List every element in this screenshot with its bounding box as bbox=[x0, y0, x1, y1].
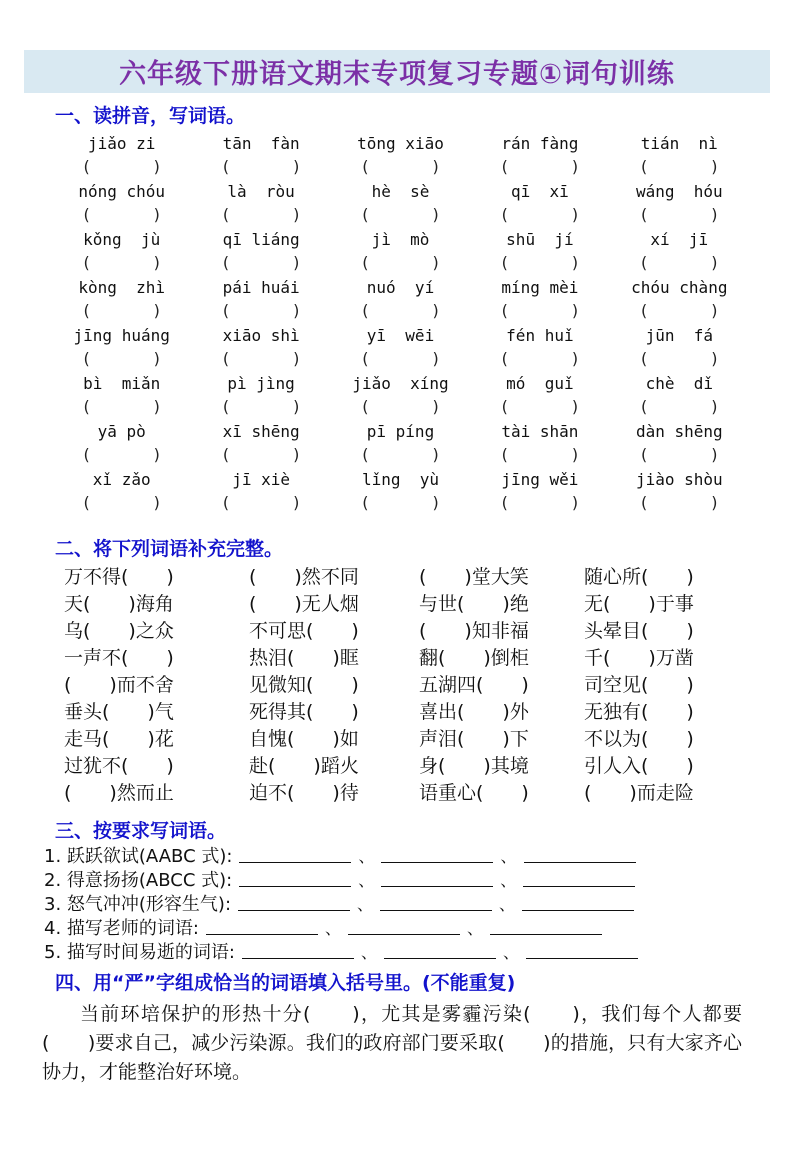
answer-underline bbox=[380, 895, 492, 911]
answer-blank: ( ) bbox=[222, 493, 300, 512]
pinyin-item bbox=[52, 229, 191, 277]
pinyin-text: hè sè bbox=[371, 182, 430, 201]
pinyin-text: chóu chàng bbox=[631, 278, 728, 297]
pinyin-item bbox=[52, 373, 191, 421]
answer-underline bbox=[522, 895, 634, 911]
idiom-item: 身( )其境 bbox=[419, 755, 529, 777]
answer-blank: ( ) bbox=[83, 493, 160, 512]
pinyin-item bbox=[470, 325, 609, 373]
pinyin-text: tài shān bbox=[501, 422, 579, 441]
idiom-item: ( )无人烟 bbox=[249, 593, 359, 615]
section-2-header: 二、将下列词语补充完整。 bbox=[55, 538, 284, 560]
pinyin-text: xǐ zǎo bbox=[92, 470, 151, 489]
section-4 bbox=[0, 971, 794, 1087]
pinyin-text: wáng hóu bbox=[635, 182, 723, 201]
answer-blank: ( ) bbox=[362, 445, 439, 464]
answer-blank: ( ) bbox=[362, 397, 439, 416]
pinyin-item bbox=[610, 373, 749, 421]
pinyin-text: yī wēi bbox=[366, 326, 435, 345]
pinyin-text: nóng chóu bbox=[78, 182, 166, 201]
pinyin-text: jiào shòu bbox=[635, 470, 723, 489]
pinyin-item bbox=[470, 133, 609, 181]
pinyin-item bbox=[331, 325, 470, 373]
pinyin-item bbox=[331, 229, 470, 277]
answer-underline bbox=[239, 871, 351, 887]
pinyin-item bbox=[191, 181, 330, 229]
pinyin-item bbox=[52, 133, 191, 181]
answer-blank: ( ) bbox=[641, 349, 718, 368]
pinyin-item bbox=[52, 181, 191, 229]
answer-underline bbox=[384, 943, 496, 959]
blank-separator: 、 bbox=[502, 943, 519, 962]
pinyin-item bbox=[331, 373, 470, 421]
idiom-item: 千( )万凿 bbox=[584, 647, 694, 669]
task-label: 5. 描写时间易逝的词语: bbox=[44, 942, 235, 963]
answer-blank: ( ) bbox=[222, 205, 300, 224]
pinyin-text: jī xiè bbox=[232, 470, 290, 489]
answer-blank: ( ) bbox=[222, 253, 300, 272]
pinyin-text: xiāo shì bbox=[222, 326, 300, 345]
pinyin-text: kòng zhì bbox=[78, 278, 166, 297]
answer-blank: ( ) bbox=[362, 157, 439, 176]
idiom-item: 无( )于事 bbox=[584, 593, 694, 615]
title-banner bbox=[24, 50, 770, 93]
idiom-item: 自愧( )如 bbox=[249, 728, 359, 750]
idiom-item: 喜出( )外 bbox=[419, 701, 529, 723]
pinyin-item bbox=[191, 373, 330, 421]
pinyin-text: dàn shēng bbox=[635, 422, 723, 441]
answer-blank: ( ) bbox=[362, 301, 439, 320]
answer-blank: ( ) bbox=[501, 301, 579, 320]
writing-tasks bbox=[44, 845, 754, 965]
writing-task-line bbox=[44, 869, 754, 893]
answer-blank: ( ) bbox=[83, 253, 160, 272]
pinyin-item bbox=[470, 421, 609, 469]
idiom-item: 赴( )蹈火 bbox=[249, 755, 359, 777]
pinyin-item bbox=[191, 229, 330, 277]
pinyin-item bbox=[191, 325, 330, 373]
pinyin-item bbox=[191, 133, 330, 181]
answer-blank: ( ) bbox=[83, 445, 160, 464]
pinyin-text: shū jí bbox=[506, 230, 574, 249]
answer-blank: ( ) bbox=[501, 349, 579, 368]
answer-blank: ( ) bbox=[83, 205, 160, 224]
idiom-item: ( )堂大笑 bbox=[419, 566, 529, 588]
idiom-item: 语重心( ) bbox=[419, 782, 529, 804]
pinyin-item bbox=[191, 277, 330, 325]
pinyin-item bbox=[470, 181, 609, 229]
blank-separator: 、 bbox=[500, 871, 517, 890]
pinyin-item bbox=[610, 229, 749, 277]
pinyin-item bbox=[331, 421, 470, 469]
answer-blank: ( ) bbox=[501, 397, 579, 416]
pinyin-item bbox=[52, 469, 191, 517]
blank-separator: 、 bbox=[466, 919, 483, 938]
blank-separator: 、 bbox=[500, 847, 517, 866]
answer-underline bbox=[381, 871, 493, 887]
answer-underline bbox=[348, 919, 460, 935]
answer-underline bbox=[206, 919, 318, 935]
answer-underline bbox=[239, 847, 351, 863]
answer-blank: ( ) bbox=[641, 445, 718, 464]
idiom-item: 不可思( ) bbox=[249, 620, 359, 642]
pinyin-text: jīng huáng bbox=[73, 326, 170, 345]
pinyin-text: tān fàn bbox=[222, 134, 300, 153]
pinyin-text: jiǎo xíng bbox=[352, 374, 449, 393]
idiom-item: 引人入( ) bbox=[584, 755, 694, 777]
pinyin-text: qī liáng bbox=[222, 230, 300, 249]
pinyin-text: nuó yí bbox=[366, 278, 435, 297]
pinyin-item bbox=[470, 373, 609, 421]
answer-blank: ( ) bbox=[501, 493, 579, 512]
section-4-header: 四、用“严”字组成恰当的词语填入括号里。(不能重复) bbox=[55, 972, 516, 994]
answer-blank: ( ) bbox=[83, 397, 160, 416]
answer-underline bbox=[490, 919, 602, 935]
writing-task-line bbox=[44, 845, 754, 869]
idiom-item: 随心所( ) bbox=[584, 566, 694, 588]
pinyin-text: qī xī bbox=[510, 182, 569, 201]
pinyin-text: jūn fá bbox=[645, 326, 713, 345]
answer-blank: ( ) bbox=[222, 445, 300, 464]
blank-separator: 、 bbox=[357, 895, 374, 914]
answer-blank: ( ) bbox=[83, 349, 160, 368]
answer-underline bbox=[381, 847, 493, 863]
idiom-item: 死得其( ) bbox=[249, 701, 359, 723]
answer-blank: ( ) bbox=[83, 157, 160, 176]
section-3 bbox=[0, 819, 794, 965]
answer-underline bbox=[523, 871, 635, 887]
pinyin-item bbox=[52, 277, 191, 325]
idiom-item: ( )然而止 bbox=[64, 782, 174, 804]
worksheet-page bbox=[0, 50, 794, 1172]
pinyin-item bbox=[610, 133, 749, 181]
idiom-item: 见微知( ) bbox=[249, 674, 359, 696]
pinyin-text: xī shēng bbox=[222, 422, 300, 441]
pinyin-text: tōng xiāo bbox=[357, 134, 444, 153]
pinyin-text: jiǎo zi bbox=[87, 134, 156, 153]
idiom-item: 垂头( )气 bbox=[64, 701, 174, 723]
pinyin-item bbox=[610, 181, 749, 229]
answer-blank: ( ) bbox=[641, 301, 718, 320]
idiom-item: 走马( )花 bbox=[64, 728, 174, 750]
idiom-item: 头晕目( ) bbox=[584, 620, 694, 642]
pinyin-item bbox=[331, 469, 470, 517]
pinyin-item bbox=[331, 277, 470, 325]
pinyin-text: rán fàng bbox=[501, 134, 579, 153]
answer-blank: ( ) bbox=[222, 157, 300, 176]
pinyin-text: kǒng jù bbox=[83, 230, 161, 249]
pinyin-item bbox=[331, 133, 470, 181]
pinyin-text: xí jī bbox=[650, 230, 709, 249]
pinyin-item bbox=[52, 325, 191, 373]
pinyin-text: míng mèi bbox=[501, 278, 579, 297]
pinyin-text: bì miǎn bbox=[83, 374, 161, 393]
answer-blank: ( ) bbox=[362, 253, 439, 272]
answer-blank: ( ) bbox=[362, 205, 439, 224]
answer-underline bbox=[238, 895, 350, 911]
pinyin-text: pī píng bbox=[366, 422, 435, 441]
task-label: 2. 得意扬扬(ABCC 式): bbox=[44, 870, 233, 891]
answer-blank: ( ) bbox=[641, 157, 718, 176]
pinyin-item bbox=[191, 469, 330, 517]
section-3-header: 三、按要求写词语。 bbox=[55, 820, 227, 842]
section-1 bbox=[0, 104, 794, 517]
answer-blank: ( ) bbox=[641, 493, 718, 512]
answer-blank: ( ) bbox=[641, 397, 718, 416]
fill-paragraph: 当前环培保护的形热十分( )，尤其是雾霾污染( )，我们每个人都要( )要求自己，减少污染源。我们的政府部门要采取( )的措施，只有大家齐心协力，才能整治好环境。 bbox=[42, 1003, 742, 1083]
answer-blank: ( ) bbox=[501, 157, 579, 176]
pinyin-text: là ròu bbox=[227, 182, 295, 201]
idiom-item: 无独有( ) bbox=[584, 701, 694, 723]
pinyin-text: tián nì bbox=[640, 134, 718, 153]
section-1-header: 一、读拼音，写词语。 bbox=[55, 105, 246, 127]
blank-separator: 、 bbox=[358, 847, 375, 866]
answer-blank: ( ) bbox=[83, 301, 160, 320]
pinyin-item bbox=[470, 229, 609, 277]
blank-separator: 、 bbox=[499, 895, 516, 914]
idiom-item: 翻( )倒柜 bbox=[419, 647, 529, 669]
writing-task-line bbox=[44, 941, 754, 965]
idiom-item: 万不得( ) bbox=[64, 566, 174, 588]
pinyin-item bbox=[610, 421, 749, 469]
answer-underline bbox=[242, 943, 354, 959]
pinyin-grid bbox=[52, 133, 749, 517]
pinyin-text: pái huái bbox=[222, 278, 300, 297]
idiom-grid bbox=[64, 564, 754, 807]
answer-blank: ( ) bbox=[641, 205, 718, 224]
writing-task-line bbox=[44, 893, 754, 917]
pinyin-item bbox=[191, 421, 330, 469]
idiom-item: 一声不( ) bbox=[64, 647, 174, 669]
answer-blank: ( ) bbox=[222, 397, 300, 416]
idiom-item: 过犹不( ) bbox=[64, 755, 174, 777]
page-title: 六年级下册语文期末专项复习专题①词句训练 bbox=[119, 59, 675, 90]
idiom-item: ( )知非福 bbox=[419, 620, 529, 642]
pinyin-text: fén huǐ bbox=[506, 326, 574, 345]
answer-blank: ( ) bbox=[362, 493, 439, 512]
idiom-item: 声泪( )下 bbox=[419, 728, 529, 750]
idiom-item: 不以为( ) bbox=[584, 728, 694, 750]
answer-underline bbox=[526, 943, 638, 959]
idiom-item: 与世( )绝 bbox=[419, 593, 529, 615]
pinyin-item bbox=[470, 277, 609, 325]
idiom-item: 热泪( )眶 bbox=[249, 647, 359, 669]
pinyin-text: mó guǐ bbox=[506, 374, 574, 393]
pinyin-text: jì mò bbox=[371, 230, 430, 249]
answer-blank: ( ) bbox=[222, 301, 300, 320]
idiom-item: ( )然不同 bbox=[249, 566, 359, 588]
answer-blank: ( ) bbox=[641, 253, 718, 272]
writing-task-line bbox=[44, 917, 754, 941]
pinyin-text: jīng wěi bbox=[501, 470, 579, 489]
answer-underline bbox=[524, 847, 636, 863]
blank-separator: 、 bbox=[324, 919, 341, 938]
pinyin-text: yā pò bbox=[97, 422, 146, 441]
pinyin-item bbox=[331, 181, 470, 229]
idiom-item: 五湖四( ) bbox=[419, 674, 529, 696]
pinyin-item bbox=[610, 277, 749, 325]
task-label: 3. 怒气冲冲(形容生气): bbox=[44, 894, 232, 915]
blank-separator: 、 bbox=[360, 943, 377, 962]
pinyin-item bbox=[610, 469, 749, 517]
idiom-item: 天( )海角 bbox=[64, 593, 174, 615]
idiom-item: 司空见( ) bbox=[584, 674, 694, 696]
pinyin-item bbox=[52, 421, 191, 469]
idiom-item: ( )而不舍 bbox=[64, 674, 174, 696]
task-label: 1. 跃跃欲试(AABC 式): bbox=[44, 846, 233, 867]
answer-blank: ( ) bbox=[501, 445, 579, 464]
answer-blank: ( ) bbox=[362, 349, 439, 368]
pinyin-text: lǐng yù bbox=[361, 470, 440, 489]
task-label: 4. 描写老师的词语: bbox=[44, 918, 199, 939]
answer-blank: ( ) bbox=[222, 349, 300, 368]
answer-blank: ( ) bbox=[501, 253, 579, 272]
pinyin-item bbox=[470, 469, 609, 517]
section-2 bbox=[0, 537, 794, 807]
idiom-item: 迫不( )待 bbox=[249, 782, 359, 804]
idiom-item: 乌( )之众 bbox=[64, 620, 174, 642]
idiom-item: ( )而走险 bbox=[584, 782, 694, 804]
pinyin-text: chè dǐ bbox=[645, 374, 713, 393]
answer-blank: ( ) bbox=[501, 205, 579, 224]
blank-separator: 、 bbox=[358, 871, 375, 890]
pinyin-item bbox=[610, 325, 749, 373]
pinyin-text: pì jìng bbox=[227, 374, 295, 393]
